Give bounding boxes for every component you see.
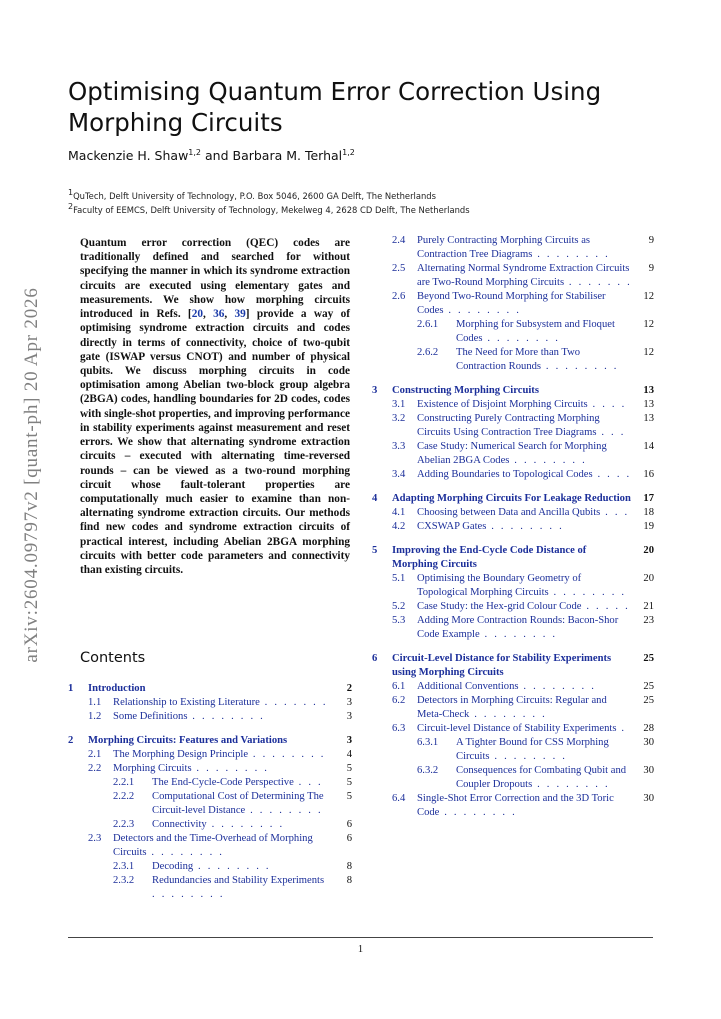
toc-entry-number: 6 xyxy=(372,653,378,664)
toc-page-number: 21 xyxy=(643,601,654,612)
toc-entry-label xyxy=(88,734,330,748)
toc-entry-title: Decoding xyxy=(152,861,194,872)
toc-entry-label xyxy=(88,682,330,696)
toc-entry-label xyxy=(417,722,632,736)
toc-entry-label xyxy=(456,736,632,764)
toc-entry-number: 2 xyxy=(68,735,74,746)
toc-entry-title: The Need for More than Two Contraction Rounds xyxy=(456,347,581,372)
toc-leader-dots: . . . . . . . . xyxy=(482,333,561,344)
toc-leader-dots: . . . . . . . . xyxy=(245,805,323,816)
author-name: Mackenzie H. Shaw xyxy=(68,148,189,164)
toc-entry-label xyxy=(417,520,632,534)
toc-entry-number: 2.6.1 xyxy=(417,319,439,330)
toc-entry-title: Introduction xyxy=(88,683,146,694)
toc-entry-label xyxy=(456,346,632,374)
toc-entry-number: 2.2.1 xyxy=(113,777,135,788)
toc-entry-title: Purely Contracting Morphing Circuits as Contraction Tree Diagrams xyxy=(417,235,591,260)
toc-entry-label xyxy=(417,694,632,722)
toc-entry-label xyxy=(456,318,632,346)
toc-entry-label xyxy=(113,748,330,762)
affiliation-text: QuTech, Delft University of Technology, P.O. Box 5046, 2600 GA Delft, The Netherlands xyxy=(73,190,436,201)
toc-subsection-entry[interactable] xyxy=(372,722,654,736)
toc-entry-number: 2.3.1 xyxy=(113,861,135,872)
affiliation xyxy=(68,202,470,215)
toc-entry-label xyxy=(417,412,632,440)
toc-section-entry[interactable] xyxy=(372,492,654,506)
table-of-contents-right xyxy=(372,234,654,820)
toc-entry-title: A Tighter Bound for CSS Morphing Circuits xyxy=(456,737,609,762)
toc-entry-title: The End-Cycle-Code Perspective xyxy=(152,777,294,788)
toc-page-number: 25 xyxy=(643,695,654,706)
toc-entry-title: Case Study: Numerical Search for Morphing Abelian 2BGA Codes xyxy=(417,441,607,466)
toc-leader-dots: . . . . . . . . xyxy=(443,305,522,316)
toc-leader-dots: . . . . xyxy=(587,399,627,410)
toc-page-number: 20 xyxy=(643,573,654,584)
toc-entry-label xyxy=(417,262,632,290)
toc-entry-label xyxy=(456,764,632,792)
toc-entry-number: 3.4 xyxy=(392,469,406,480)
toc-page-number: 17 xyxy=(643,493,654,504)
toc-subsection-entry[interactable] xyxy=(68,696,352,710)
toc-page-number: 23 xyxy=(643,615,654,626)
toc-entry-label xyxy=(113,832,330,860)
toc-entry-number: 2.5 xyxy=(392,263,406,274)
toc-leader-dots: . . . . . . . . xyxy=(146,847,225,858)
citation-link[interactable]: 39 xyxy=(234,308,246,321)
toc-entry-label xyxy=(417,572,632,600)
toc-entry-label xyxy=(152,790,330,818)
toc-entry-number: 1.1 xyxy=(88,697,102,708)
toc-subsection-entry[interactable] xyxy=(372,468,654,482)
toc-subsection-entry[interactable] xyxy=(372,520,654,534)
toc-entry-title: Redundancies and Stability Experiments xyxy=(152,875,325,886)
toc-section-entry[interactable] xyxy=(372,652,654,680)
toc-page-number: 18 xyxy=(643,507,654,518)
toc-entry-number: 6.3 xyxy=(392,723,406,734)
toc-subsection-entry[interactable] xyxy=(68,832,352,860)
toc-leader-dots: . . . . . . . . xyxy=(187,711,266,722)
footer-rule xyxy=(68,937,653,938)
toc-leader-dots: . . . . . . . . xyxy=(518,681,597,692)
toc-entry-number: 6.4 xyxy=(392,793,406,804)
abstract-text: Quantum error correction (QEC) codes are traditionally defined and searched for without specifying the manner in which its syndrome extraction circuits are executed using elementary gates and measurements. We show how morphing circuits introduced in Refs. [ xyxy=(80,237,350,321)
toc-entry-number: 6.1 xyxy=(392,681,406,692)
toc-entry-title: Adding More Contraction Rounds: Bacon-Shor Code Example xyxy=(417,615,619,640)
toc-leader-dots: . . . . . . . . xyxy=(532,249,610,260)
toc-subsection-entry[interactable] xyxy=(372,398,654,412)
toc-subsection-entry[interactable] xyxy=(68,710,352,724)
toc-entry-title: Constructing Morphing Circuits xyxy=(392,385,539,396)
toc-leader-dots: . . . . . . . . xyxy=(509,455,587,466)
toc-page-number: 5 xyxy=(346,763,352,774)
toc-page-number: 9 xyxy=(648,263,654,274)
citation-separator: , xyxy=(224,308,235,321)
toc-leader-dots: . . . . . . . . xyxy=(532,779,610,790)
toc-entry-label xyxy=(152,860,330,874)
toc-leader-dots: . . . . . . . . xyxy=(548,587,627,598)
author-list xyxy=(68,148,355,163)
author-conjunction: and xyxy=(201,148,233,164)
toc-entry-number: 2.1 xyxy=(88,749,102,760)
toc-leader-dots: . xyxy=(616,723,627,734)
toc-page-number: 30 xyxy=(643,737,654,748)
toc-subsection-entry[interactable] xyxy=(372,318,654,346)
toc-entry-title: Additional Conventions xyxy=(417,681,519,692)
toc-subsection-entry[interactable] xyxy=(372,572,654,600)
toc-leader-dots: . . . . . . . . xyxy=(193,861,271,872)
contents-heading: Contents xyxy=(80,650,146,666)
toc-page-number: 25 xyxy=(643,681,654,692)
toc-entry-title: Choosing between Data and Ancilla Qubits xyxy=(417,507,601,518)
citation-link[interactable]: 36 xyxy=(213,308,225,321)
toc-entry-title: Beyond Two-Round Morphing for Stabiliser Codes xyxy=(417,291,606,316)
toc-entry-label xyxy=(113,696,330,710)
toc-entry-title: Existence of Disjoint Morphing Circuits xyxy=(417,399,588,410)
arxiv-identifier-stamp: arXiv:2604.09797v2 [quant-ph] 20 Apr 2026 xyxy=(21,287,42,663)
toc-entry-label xyxy=(392,384,632,398)
toc-leader-dots: . . . . . . . . xyxy=(479,629,558,640)
toc-subsection-entry[interactable] xyxy=(372,792,654,820)
toc-entry-title: Alternating Normal Syndrome Extraction Circuits are Two-Round Morphing Circuits xyxy=(417,263,630,288)
toc-entry-label xyxy=(417,290,632,318)
toc-entry-label xyxy=(417,398,632,412)
toc-entry-number: 4.2 xyxy=(392,521,406,532)
toc-entry-label xyxy=(417,506,632,520)
page-number: 1 xyxy=(357,944,364,955)
toc-subsection-entry[interactable] xyxy=(68,762,352,776)
toc-page-number: 3 xyxy=(346,735,352,746)
toc-entry-number: 1 xyxy=(68,683,74,694)
affiliation xyxy=(68,188,436,201)
toc-leader-dots: . . . . . xyxy=(581,601,630,612)
toc-page-number: 13 xyxy=(643,399,654,410)
citation-link[interactable]: 20 xyxy=(191,308,203,321)
toc-section-entry[interactable] xyxy=(372,384,654,398)
toc-entry-title: Morphing for Subsystem and Floquet Codes xyxy=(456,319,615,344)
toc-page-number: 30 xyxy=(643,793,654,804)
affiliation-text: Faculty of EEMCS, Delft University of Technology, Mekelweg 4, 2628 CD Delft, The Netherlands xyxy=(73,204,470,215)
toc-subsection-entry[interactable] xyxy=(372,600,654,614)
toc-entry-title: Some Definitions xyxy=(113,711,188,722)
citation-separator: , xyxy=(202,308,214,321)
toc-page-number: 3 xyxy=(346,711,352,722)
toc-subsection-entry[interactable] xyxy=(372,346,654,374)
toc-entry-title: Case Study: the Hex-grid Colour Code xyxy=(417,601,582,612)
toc-entry-number: 3.1 xyxy=(392,399,406,410)
toc-page-number: 8 xyxy=(346,861,352,872)
toc-entry-title: Adding Boundaries to Topological Codes xyxy=(417,469,593,480)
toc-entry-title: Detectors in Morphing Circuits: Regular and Meta-Check xyxy=(417,695,607,720)
toc-entry-number: 2.4 xyxy=(392,235,406,246)
toc-entry-number: 2.6 xyxy=(392,291,406,302)
toc-page-number: 30 xyxy=(643,765,654,776)
toc-entry-title: Improving the End-Cycle Code Distance of Morphing Circuits xyxy=(392,545,587,570)
toc-entry-title: Connectivity xyxy=(152,819,207,830)
author-name: Barbara M. Terhal xyxy=(232,148,343,164)
toc-entry-label xyxy=(152,874,330,902)
toc-leader-dots: . . . . . . . . xyxy=(248,749,326,760)
toc-page-number: 4 xyxy=(346,749,352,760)
abstract xyxy=(80,236,350,577)
toc-entry-label xyxy=(392,544,632,572)
toc-subsection-entry[interactable] xyxy=(372,234,654,262)
toc-leader-dots: . . . . . . . . xyxy=(439,807,517,818)
toc-page-number: 3 xyxy=(346,697,352,708)
toc-entry-label xyxy=(417,614,632,642)
toc-subsection-entry[interactable] xyxy=(372,506,654,520)
toc-entry-title: Morphing Circuits: Features and Variations xyxy=(88,735,288,746)
toc-page-number: 12 xyxy=(643,347,654,358)
toc-entry-title: Detectors and the Time-Overhead of Morphing Circuits xyxy=(113,833,313,858)
toc-entry-title: Circuit-level Distance of Stability Experiments xyxy=(417,723,617,734)
toc-subsection-entry[interactable] xyxy=(372,680,654,694)
toc-entry-label xyxy=(417,600,632,614)
toc-leader-dots: . . . . . . . . xyxy=(206,819,285,830)
toc-page-number: 12 xyxy=(643,319,654,330)
toc-section-entry[interactable] xyxy=(372,544,654,572)
toc-subsection-entry[interactable] xyxy=(372,262,654,290)
toc-subsection-entry[interactable] xyxy=(372,694,654,722)
toc-subsection-entry[interactable] xyxy=(68,860,352,874)
toc-entry-title: Morphing Circuits xyxy=(113,763,192,774)
toc-page-number: 5 xyxy=(346,791,352,802)
toc-leader-dots: . . . . . . . . xyxy=(541,361,619,372)
affiliation-mark: 2 xyxy=(68,202,74,211)
toc-entry-title: Adapting Morphing Circuits For Leakage Reduction xyxy=(392,493,631,504)
toc-entry-title: Computational Cost of Determining The Circuit-level Distance xyxy=(152,791,324,816)
toc-page-number: 28 xyxy=(643,723,654,734)
toc-leader-dots: . . . . . . . . xyxy=(486,521,564,532)
toc-page-number: 25 xyxy=(643,653,654,664)
toc-page-number: 2 xyxy=(346,683,352,694)
toc-leader-dots: . . . . xyxy=(592,469,632,480)
abstract-text: ] provide a way of optimising syndrome extraction circuits and codes directly in terms of connectivity, choice of two-qubit gate (ISWAP versus CNOT) and number of physical qubits. We discuss morphing circuits in code optimisation among Abelian two-block group algebra (2BGA) codes, handling boundaries for 2D codes, codes with single-shot properties, and improving performance in stability experiments against measurement and reset errors. We show that alternating syndrome extraction circuits – executed with alternating time-reversed rounds – can be viewed as a two-round morphing circuit whose fault-tolerant properties are computationally much easier to examine than non-alternating syndrome extraction circuits. Our methods find new codes and syndrome extraction circuits of practical interest, including Abelian 2BGA morphing circuits with better code parameters and connectivity than existing circuits. xyxy=(80,308,350,577)
toc-entry-number: 2.3.2 xyxy=(113,875,135,886)
toc-leader-dots: . . . . . . . . xyxy=(152,889,225,900)
toc-entry-label xyxy=(152,818,330,832)
toc-entry-number: 2.6.2 xyxy=(417,347,439,358)
toc-page-number: 9 xyxy=(648,235,654,246)
toc-entry-title: The Morphing Design Principle xyxy=(113,749,249,760)
toc-entry-title: Single-Shot Error Correction and the 3D Toric Code xyxy=(417,793,614,818)
toc-entry-number: 5.2 xyxy=(392,601,406,612)
toc-page-number: 14 xyxy=(643,441,654,452)
toc-entry-label xyxy=(417,680,632,694)
toc-subsection-entry[interactable] xyxy=(372,736,654,764)
toc-entry-label xyxy=(417,792,632,820)
affiliation-mark: 1,2 xyxy=(188,148,202,157)
toc-entry-number: 5.1 xyxy=(392,573,406,584)
toc-entry-number: 2.2.3 xyxy=(113,819,135,830)
table-of-contents-left xyxy=(68,682,352,902)
toc-entry-label xyxy=(113,762,330,776)
toc-entry-number: 3.2 xyxy=(392,413,406,424)
toc-page-number: 6 xyxy=(346,833,352,844)
toc-subsection-entry[interactable] xyxy=(372,440,654,468)
toc-leader-dots: . . . . . . . xyxy=(259,697,328,708)
toc-entry-number: 6.3.2 xyxy=(417,765,439,776)
paper-title: Optimising Quantum Error Correction Using Morphing Circuits xyxy=(68,77,602,137)
affiliation-mark: 1 xyxy=(68,188,74,197)
toc-entry-number: 6.3.1 xyxy=(417,737,439,748)
toc-subsection-entry[interactable] xyxy=(68,874,352,902)
toc-leader-dots: . . . . . . . xyxy=(564,277,632,288)
toc-subsection-entry[interactable] xyxy=(68,776,352,790)
toc-subsection-entry[interactable] xyxy=(68,818,352,832)
toc-entry-number: 5.3 xyxy=(392,615,406,626)
toc-entry-number: 1.2 xyxy=(88,711,102,722)
toc-page-number: 16 xyxy=(643,469,654,480)
toc-page-number: 12 xyxy=(643,291,654,302)
toc-entry-label xyxy=(113,710,330,724)
toc-subsection-entry[interactable] xyxy=(372,764,654,792)
toc-page-number: 20 xyxy=(643,545,654,556)
affiliation-mark: 1,2 xyxy=(342,148,355,157)
toc-subsection-entry[interactable] xyxy=(372,614,654,642)
toc-subsection-entry[interactable] xyxy=(372,412,654,440)
toc-entry-label xyxy=(392,652,632,680)
toc-entry-number: 3.3 xyxy=(392,441,406,452)
toc-entry-number: 2.2.2 xyxy=(113,791,135,802)
toc-section-entry[interactable] xyxy=(68,734,352,748)
toc-leader-dots: . . . xyxy=(293,777,323,788)
toc-leader-dots: . . . xyxy=(600,507,630,518)
toc-entry-title: Consequences for Combating Qubit and Coupler Dropouts xyxy=(456,765,627,790)
toc-entry-number: 2.3 xyxy=(88,833,102,844)
toc-entry-label xyxy=(417,234,632,262)
toc-entry-title: Relationship to Existing Literature xyxy=(113,697,260,708)
toc-page-number: 8 xyxy=(346,875,352,886)
toc-entry-label xyxy=(417,468,632,482)
toc-entry-title: Optimising the Boundary Geometry of Topological Morphing Circuits xyxy=(417,573,582,598)
toc-leader-dots: . . . . . . . . xyxy=(469,709,547,720)
toc-page-number: 19 xyxy=(643,521,654,532)
toc-entry-label xyxy=(392,492,632,506)
toc-subsection-entry[interactable] xyxy=(68,790,352,818)
toc-entry-number: 4.1 xyxy=(392,507,406,518)
toc-entry-number: 2.2 xyxy=(88,763,102,774)
toc-leader-dots: . . . xyxy=(596,427,626,438)
toc-entry-title: Circuit-Level Distance for Stability Experiments using Morphing Circuits xyxy=(392,653,612,678)
toc-entry-title: CXSWAP Gates xyxy=(417,521,487,532)
toc-page-number: 5 xyxy=(346,777,352,788)
toc-subsection-entry[interactable] xyxy=(372,290,654,318)
toc-leader-dots: . . . . . . . . xyxy=(489,751,568,762)
toc-entry-number: 5 xyxy=(372,545,378,556)
toc-entry-number: 6.2 xyxy=(392,695,406,706)
toc-entry-label xyxy=(417,440,632,468)
toc-page-number: 13 xyxy=(643,413,654,424)
toc-page-number: 13 xyxy=(643,385,654,396)
toc-subsection-entry[interactable] xyxy=(68,748,352,762)
toc-page-number: 6 xyxy=(346,819,352,830)
toc-entry-number: 4 xyxy=(372,493,378,504)
toc-entry-label xyxy=(152,776,330,790)
toc-entry-number: 3 xyxy=(372,385,378,396)
toc-leader-dots: . . . . . . . . xyxy=(191,763,270,774)
toc-section-entry[interactable] xyxy=(68,682,352,696)
toc-entry-title: Constructing Purely Contracting Morphing Circuits Using Contraction Tree Diagrams xyxy=(417,413,600,438)
